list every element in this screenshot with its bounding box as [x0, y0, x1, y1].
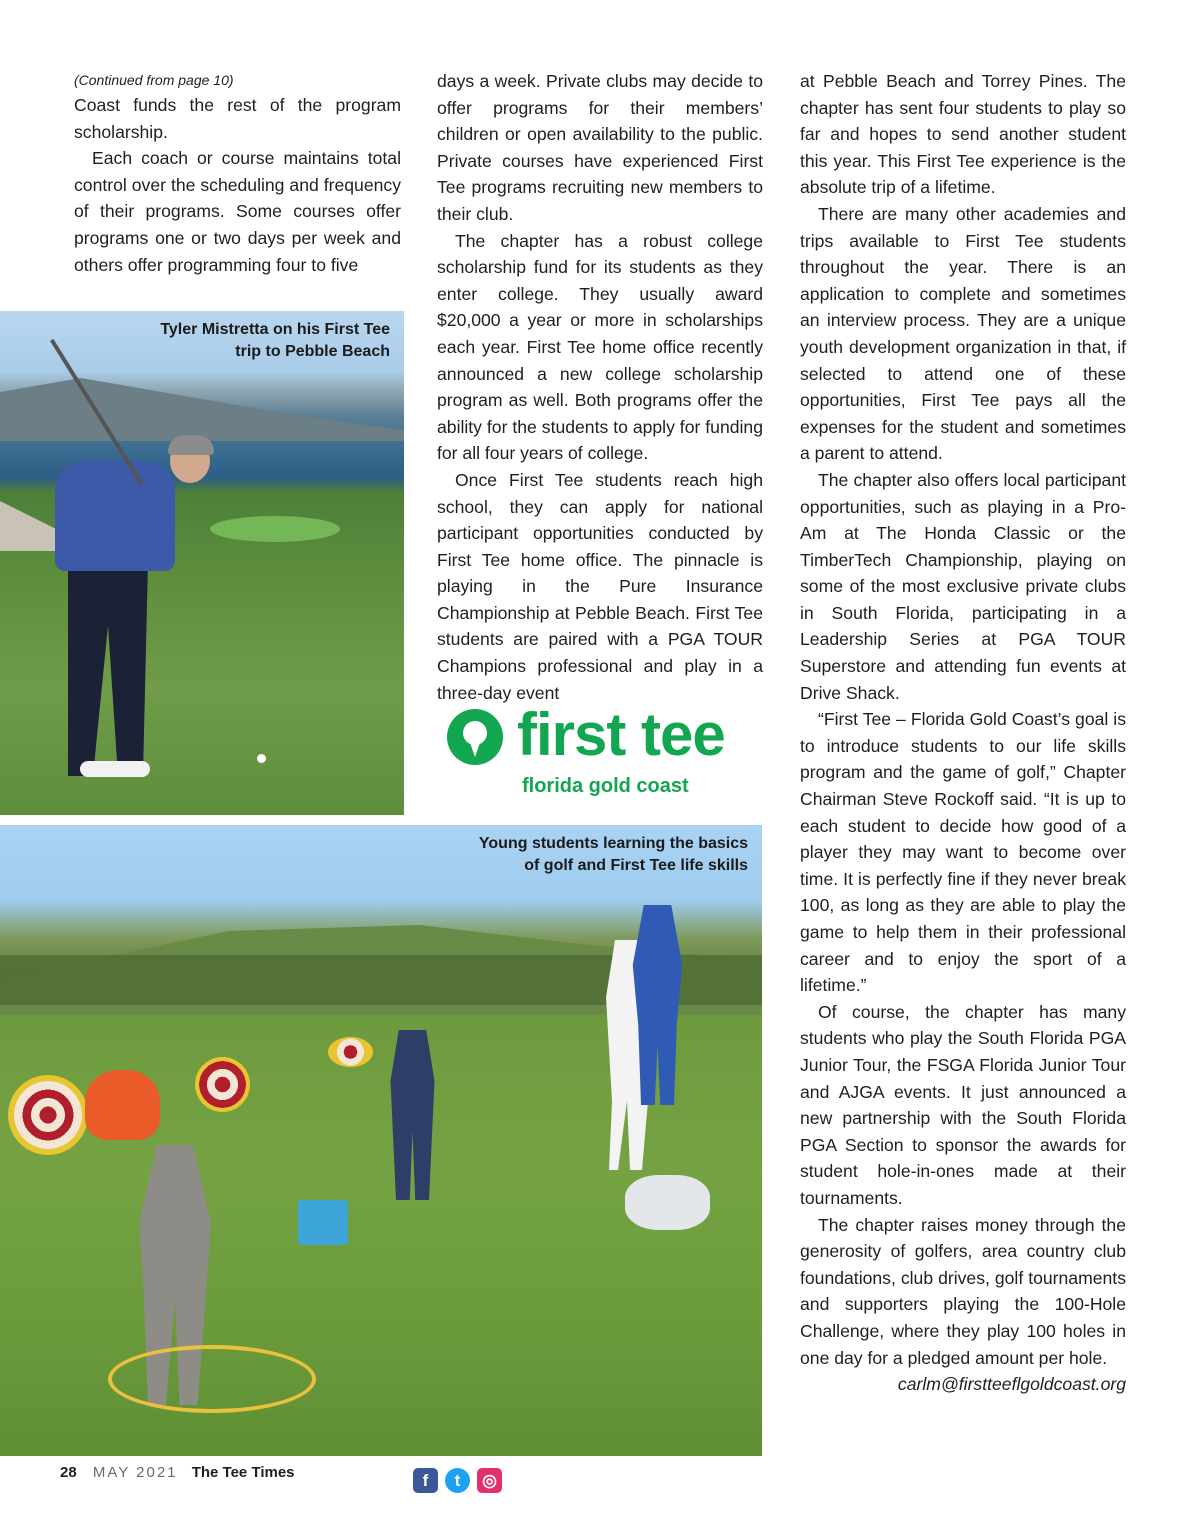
- article-column-3: [800, 68, 1126, 1398]
- pebble-beach-photo: [0, 311, 404, 815]
- article-paragraph: at Pebble Beach and Torrey Pines. The chapter has sent four students to play so far and hopes to send another student this year. This First Tee experience is the absolute trip of a lifetime.: [800, 71, 1126, 198]
- article-paragraph: Of course, the chapter has many students who play the South Florida PGA Junior Tour, the FSGA Florida Junior Tour and AJGA events. It just announced a new partnership with the South Florida PGA Section to sponsor the awards for student hole-in-ones made at their tournaments.: [800, 1001, 1126, 1208]
- golf-ball: [257, 754, 266, 763]
- page-footer: [60, 1462, 295, 1484]
- putting-green: [210, 516, 340, 542]
- article-paragraph: Once First Tee students reach high school, they can apply for national participant opportunities conducted by First Tee home office. The pinnacle is playing in the Pure Insurance Championship at Pebble Beach. First Tee students are paired with a PGA TOUR Champions professional and play in a three-day event: [437, 469, 763, 703]
- logo-wordmark: first tee: [517, 701, 725, 768]
- hitting-ring: [108, 1345, 316, 1413]
- ball-basket: [298, 1200, 348, 1245]
- golf-shoes: [80, 761, 150, 777]
- article-paragraph: days a week. Private clubs may decide to offer programs for their members’ children or open availability to the public. Private courses have experienced First Tee programs recruiting new members to their club.: [437, 71, 763, 224]
- article-column-1: [74, 68, 401, 278]
- article-paragraph: The chapter raises money through the generosity of golfers, area country club foundations, club drives, golf tournaments and supporters playing the 100-Hole Challenge, where they play 100 holes in one day for a pledged amount per hole.: [800, 1214, 1126, 1368]
- continued-note: (Continued from page 10): [74, 72, 234, 88]
- ball-pile: [625, 1175, 710, 1230]
- golfer-legs: [58, 561, 158, 776]
- golfer-cap: [168, 435, 214, 455]
- first-tee-logo: [445, 703, 755, 803]
- article-column-2: [437, 68, 763, 706]
- students-range-photo: [0, 825, 762, 1456]
- target-left: [8, 1075, 88, 1155]
- instagram-icon[interactable]: ◎: [477, 1468, 502, 1493]
- coastline-hill: [0, 371, 404, 441]
- facebook-icon[interactable]: f: [413, 1468, 438, 1493]
- target-middle: [195, 1057, 250, 1112]
- article-paragraph: The chapter also offers local participant opportunities, such as playing in a Pro-Am at The Honda Classic or the TimberTech Championship, playing on some of the most exclusive private clubs in South Florida, participating in a Leadership Series at PGA TOUR Superstore and attending fun events at Drive Shack.: [800, 469, 1126, 703]
- child-middle: [385, 1030, 440, 1200]
- article-paragraph: The chapter has a robust college scholarship fund for its students as they enter college. They usually award $20,000 a year or more in scholarships each year. First Tee home office recently announced a new college scholarship program as well. Both programs offer the ability for the students to apply for funding for all four years of college.: [437, 230, 763, 464]
- logo-subtitle: florida gold coast: [522, 775, 689, 797]
- article-paragraph: Each coach or course maintains total control over the scheduling and frequency of their programs. Some courses offer programs one or two days per week and others offer programming four to five: [74, 148, 401, 275]
- article-paragraph: “First Tee – Florida Gold Coast’s goal is to introduce students to our life skills program and the game of golf,” Chapter Chairman Steve Rockoff said. “It is up to each student to decide how good of a player they may want to become over time. It is perfectly fine if they never break 100, as long as they are able to play the game to help them in their professional career and to enjoy the sport of a lifetime.”: [800, 709, 1126, 996]
- publication-name: The Tee Times: [191, 1464, 295, 1481]
- article-paragraph: There are many other academies and trips available to First Tee students throughout the year. There is an application to complete and sometimes an interview process. They are a unique youth development organization in that, if selected to attend one of these opportunities, First Tee pays all the expenses for the student and sometimes a parent to attend.: [800, 203, 1126, 464]
- author-email: carlm@firstteeflgoldcoast.org: [897, 1374, 1126, 1395]
- twitter-icon[interactable]: t: [445, 1468, 470, 1493]
- inflatable-octopus: [85, 1070, 160, 1140]
- page-number: 28: [60, 1464, 77, 1481]
- photo-caption: Young students learning the basics of golf and First Tee life skills: [478, 835, 748, 874]
- target-far: [328, 1037, 373, 1067]
- issue-date: MAY 2021: [92, 1464, 178, 1481]
- photo-caption: Tyler Mistretta on his First Tee trip to Pebble Beach: [160, 321, 390, 360]
- location-pin-icon: [445, 707, 505, 771]
- article-paragraph: Coast funds the rest of the program scholarship.: [74, 95, 401, 142]
- golfer-torso: [55, 461, 175, 571]
